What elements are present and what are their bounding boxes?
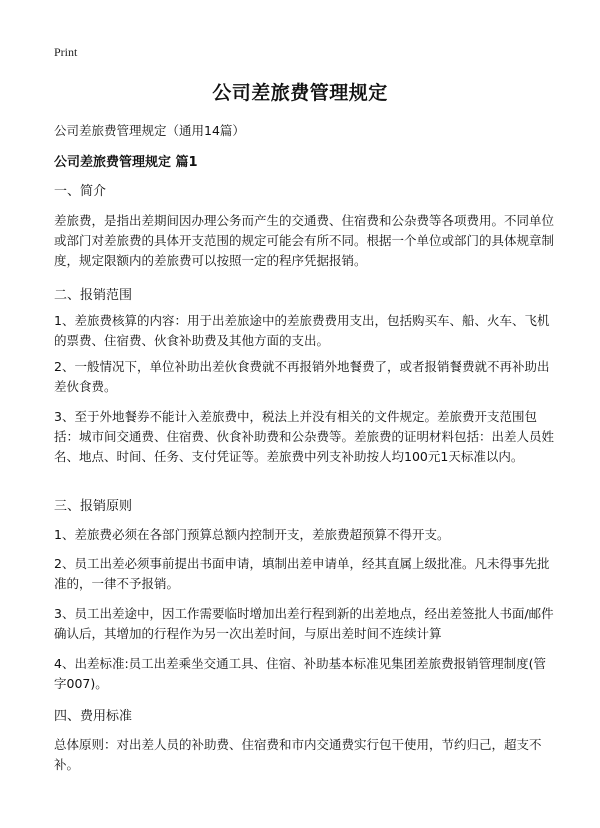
paragraph: 1、差旅费必须在各部门预算总额内控制开支，差旅费超预算不得开支。	[54, 527, 450, 542]
paragraph: 1、差旅费核算的内容：用于出差旅途中的差旅费费用支出，包括购买车、船、火车、飞机的票费、住宿费、伙食补助费及其他方面的支出。	[54, 313, 550, 348]
print-link[interactable]: Print	[54, 45, 78, 59]
paragraph: 3、员工出差途中，因工作需要临时增加出差行程到新的出差地点，经出差签批人书面/邮件确认后，其增加的行程作为另一次出差时间，与原出差时间不连续计算	[54, 606, 554, 641]
paragraph: 3、至于外地餐券不能计入差旅费中，税法上并没有相关的文件规定。差旅费开支范围包括：城市间交通费、住宿费、伙食补助费和公杂费等。差旅费的证明材料包括：出差人员姓名、地点、时间、任务、支付凭证等。差旅费中列支补助按人均100元1天标准以内。	[54, 409, 555, 464]
section-heading-principles: 三、报销原则	[54, 499, 133, 514]
section-heading-standards: 四、费用标准	[54, 709, 133, 724]
article-title: 公司差旅费管理规定 篇1	[54, 155, 198, 170]
document-subtitle: 公司差旅费管理规定（通用14篇）	[54, 123, 245, 138]
section-heading-intro: 一、简介	[54, 184, 107, 199]
paragraph: 2、一般情况下，单位补助出差伙食费就不再报销外地餐费了，或者报销餐费就不再补助出差伙食费。	[54, 359, 550, 394]
paragraph: 2、员工出差必须事前提出书面申请，填制出差申请单，经其直属上级批准。凡未得事先批准的，一律不予报销。	[54, 556, 550, 591]
paragraph: 差旅费，是指出差期间因办理公务而产生的交通费、住宿费和公杂费等各项费用。不同单位或部门对差旅费的具体开支范围的规定可能会有所不同。根据一个单位或部门的具体规章制度，规定限额内的差旅费可以按照一定的程序凭据报销。	[54, 213, 555, 268]
paragraph: 4、出差标准:员工出差乘坐交通工具、住宿、补助基本标准见集团差旅费报销管理制度(管字007)。	[54, 656, 547, 691]
paragraph: 总体原则：对出差人员的补助费、住宿费和市内交通费实行包干使用，节约归己，超支不补。	[54, 737, 542, 772]
page-title: 公司差旅费管理规定	[212, 82, 388, 104]
section-heading-scope: 二、报销范围	[54, 288, 133, 303]
